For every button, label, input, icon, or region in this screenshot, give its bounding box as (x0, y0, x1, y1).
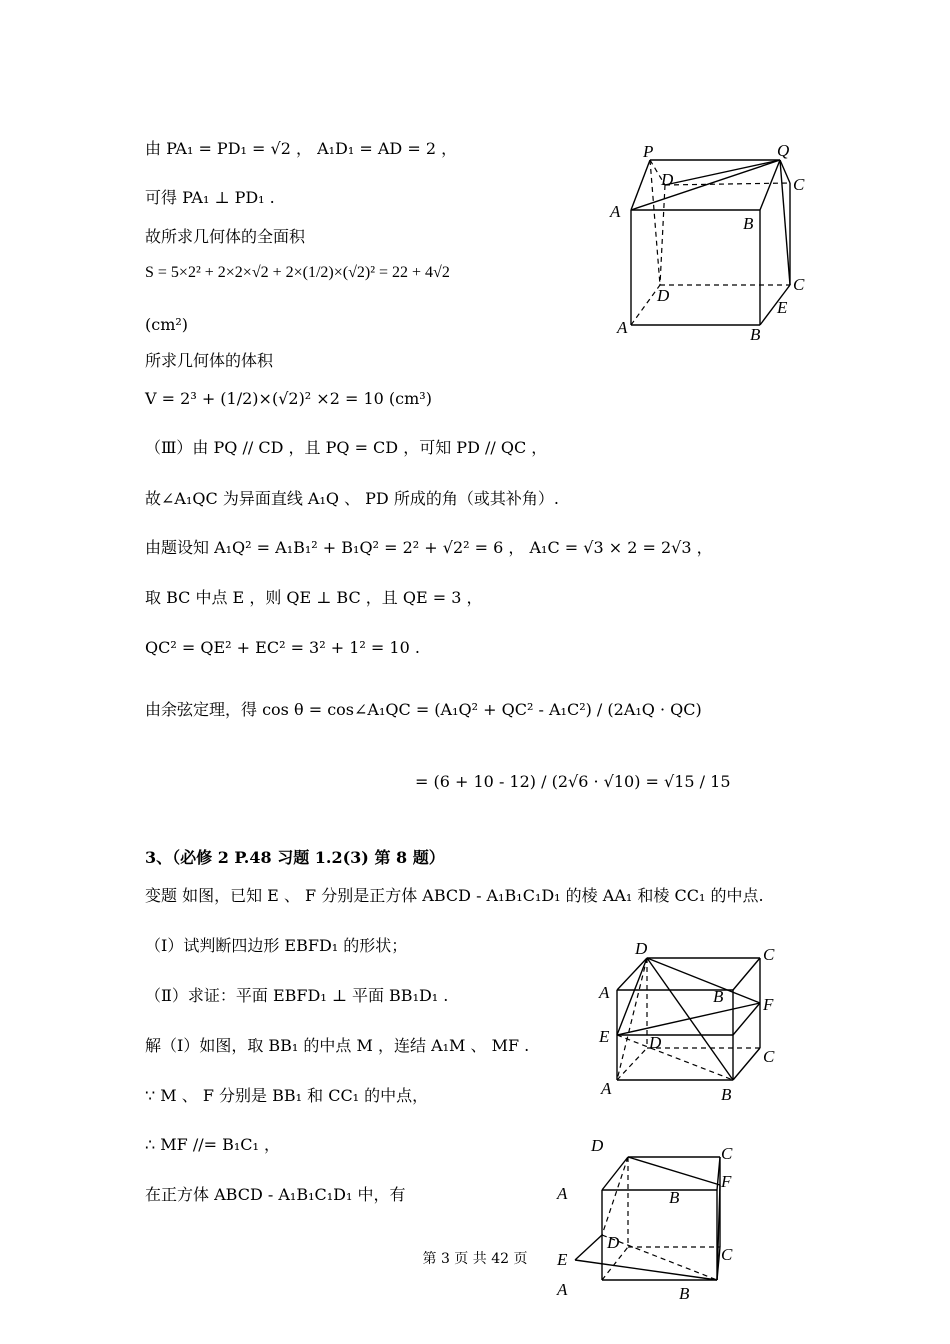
solution-line-1: 解（Ⅰ）如图，取 BB₁ 的中点 M ，连结 A₁M 、 MF . (145, 1036, 530, 1055)
text-line-10: 由题设知 A₁Q² = A₁B₁² + B₁Q² = 2² + √2² = 6 ， A₁C = √3 × 2 = 2√3 ， (145, 538, 713, 557)
cosine-law-line: 由余弦定理，得 cos θ = cos∠A₁QC = (A₁Q² + QC² - A₁C²) / (2A₁Q · QC) (145, 700, 702, 719)
figure-1-cube (605, 141, 805, 345)
label-A: A (617, 318, 628, 337)
cosine-result: = (6 + 10 - 12) / (2√6 · √10) = √15 / 15 (415, 772, 731, 791)
label-A1: A (557, 1184, 568, 1203)
label-C: C (763, 1047, 775, 1066)
label-F: F (721, 1172, 732, 1191)
label-E: E (557, 1250, 568, 1269)
label-D1: D (591, 1136, 604, 1155)
text-line-12: QC² = QE² + EC² = 3² + 1² = 10 . (145, 638, 420, 657)
solution-line-4: 在正方体 ABCD - A₁B₁C₁D₁ 中，有 (145, 1185, 406, 1204)
solution-line-2: ∵ M 、 F 分别是 BB₁ 和 CC₁ 的中点， (145, 1086, 429, 1105)
label-E: E (777, 298, 788, 317)
question-1: （Ⅰ）试判断四边形 EBFD₁ 的形状； (145, 936, 408, 955)
volume-formula: V = 2³ + (1/2)×(√2)² ×2 = 10 (cm³) (145, 389, 432, 408)
unit-cm2: (cm²) (145, 315, 189, 334)
label-C1: C (721, 1144, 733, 1163)
label-B1: B (743, 214, 754, 233)
label-A: A (601, 1079, 612, 1098)
label-D: D (649, 1033, 662, 1052)
label-B1: B (669, 1188, 680, 1207)
text-line-3: 故所求几何体的全面积 (145, 227, 306, 246)
text-line-9: 故∠A₁QC 为异面直线 A₁Q 、 PD 所成的角（或其补角）. (145, 489, 559, 508)
label-A1: A (610, 202, 621, 221)
solution-line-3: ∴ MF //= B₁C₁ ， (145, 1135, 281, 1154)
figure-3-cube (555, 1135, 745, 1305)
label-C1: C (793, 175, 805, 194)
label-E: E (599, 1027, 610, 1046)
label-D1: D (661, 170, 674, 189)
label-F: F (763, 995, 774, 1014)
text-line-11: 取 BC 中点 E ，则 QE ⊥ BC ，且 QE = 3 ， (145, 588, 483, 607)
label-Q: Q (777, 141, 790, 160)
page-footer: 第 3 页 共 42 页 (422, 1251, 528, 1267)
label-B: B (721, 1085, 732, 1104)
text-line-1: 由 PA₁ = PD₁ = √2 ， A₁D₁ = AD = 2 ， (145, 139, 458, 158)
label-A1: A (599, 983, 610, 1002)
text-line-8: （Ⅲ）由 PQ // CD ，且 PQ = CD ，可知 PD // QC ， (145, 438, 548, 457)
figure-2-cube (595, 940, 785, 1110)
label-C: C (793, 275, 805, 294)
label-C1: C (763, 945, 775, 964)
label-P: P (643, 142, 654, 161)
label-D1: D (635, 939, 648, 958)
label-B: B (679, 1284, 690, 1303)
label-D: D (607, 1233, 620, 1252)
label-A: A (557, 1280, 568, 1299)
problem-heading: 3、（必修 2 P.48 习题 1.2(3) 第 8 题） (145, 848, 445, 867)
label-B1: B (713, 987, 724, 1006)
surface-area-formula: S = 5×2² + 2×2×√2 + 2×(1/2)×(√2)² = 22 + 4√2 (145, 264, 450, 281)
label-B: B (750, 325, 761, 344)
label-C: C (721, 1245, 733, 1264)
label-D: D (657, 286, 670, 305)
text-line-2: 可得 PA₁ ⊥ PD₁ . (145, 188, 275, 207)
text-line-6: 所求几何体的体积 (145, 351, 274, 370)
question-2: （Ⅱ）求证：平面 EBFD₁ ⊥ 平面 BB₁D₁ . (145, 986, 449, 1005)
problem-statement: 变题 如图，已知 E 、 F 分别是正方体 ABCD - A₁B₁C₁D₁ 的棱 AA₁ 和棱 CC₁ 的中点. (145, 886, 764, 905)
